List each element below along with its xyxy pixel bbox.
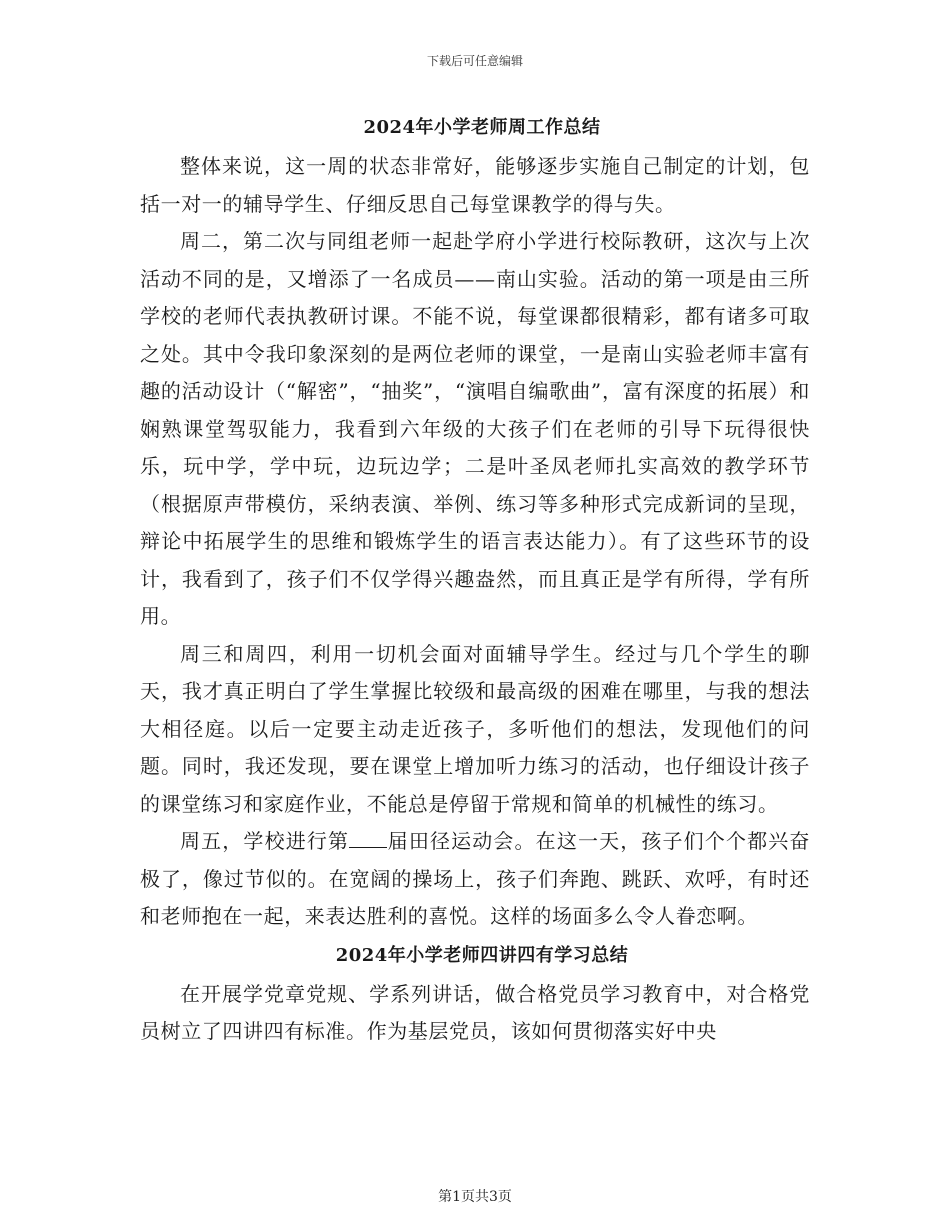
section-title-weekly-summary: 2024年小学老师周工作总结 [363, 117, 601, 138]
paragraph-overall: 整体来说，这一周的状态非常好，能够逐步实施自己制定的计划，包括一对一的辅导学生、仔细反思自己每堂课教学的得与失。 [140, 154, 810, 216]
fill-in-blank [349, 829, 387, 848]
paragraph-friday [140, 823, 810, 936]
section-title-four-lectures: 2024年小学老师四讲四有学习总结 [335, 944, 629, 966]
page-header-note: 下载后可任意编辑 [426, 54, 523, 68]
friday-text-before-blank: 周五，学校进行第 [180, 829, 350, 853]
paragraph-wednesday-thursday: 周三和周四，利用一切机会面对面辅导学生。经过与几个学生的聊天，我才真正明白了学生掌握比较级和最高级的困难在哪里，与我的想法大相径庭。以后一定要主动走近孩子，多听他们的想法，发现他们的问题。同时，我还发现，要在课堂上增加听力练习的活动，也仔细设计孩子的课堂练习和家庭作业，不能总是停留于常规和简单的机械性的练习。 [140, 641, 810, 816]
friday-text-after-blank: 届田径运动会。在这一天，孩子们个个都兴奋极了，像过节似的。在宽阔的操场上，孩子们奔跑、跳跃、欢呼，有时还和老师抱在一起，来表达胜利的喜悦。这样的场面多么令人眷恋啊。 [140, 829, 810, 928]
paragraph-tuesday: 周二，第二次与同组老师一起赴学府小学进行校际教研，这次与上次活动不同的是，又增添了一名成员——南山实验。活动的第一项是由三所学校的老师代表执教研讨课。不能不说，每堂课都很精彩，都有诸多可取之处。其中令我印象深刻的是两位老师的课堂，一是南山实验老师丰富有趣的活动设计（“解密”，“抽奖”，“演唱自编歌曲”，富有深度的拓展）和娴熟课堂驾驭能力，我看到六年级的大孩子们在老师的引导下玩得很快乐，玩中学，学中玩，边玩边学；二是叶圣凤老师扎实高效的教学环节（根据原声带模仿，采纳表演、举例、练习等多种形式完成新词的呈现，辩论中拓展学生的思维和锻炼学生的语言表达能力）。有了这些环节的设计，我看到了，孩子们不仅学得兴趣盎然，而且真正是学有所得，学有所用。 [140, 229, 810, 628]
page-number-footer: 第1页共3页 [438, 1189, 512, 1205]
document-body [140, 108, 810, 1051]
paragraph-party-study: 在开展学党章党规、学系列讲话，做合格党员学习教育中，对合格党员树立了四讲四有标准。作为基层党员，该如何贯彻落实好中央 [140, 981, 810, 1043]
